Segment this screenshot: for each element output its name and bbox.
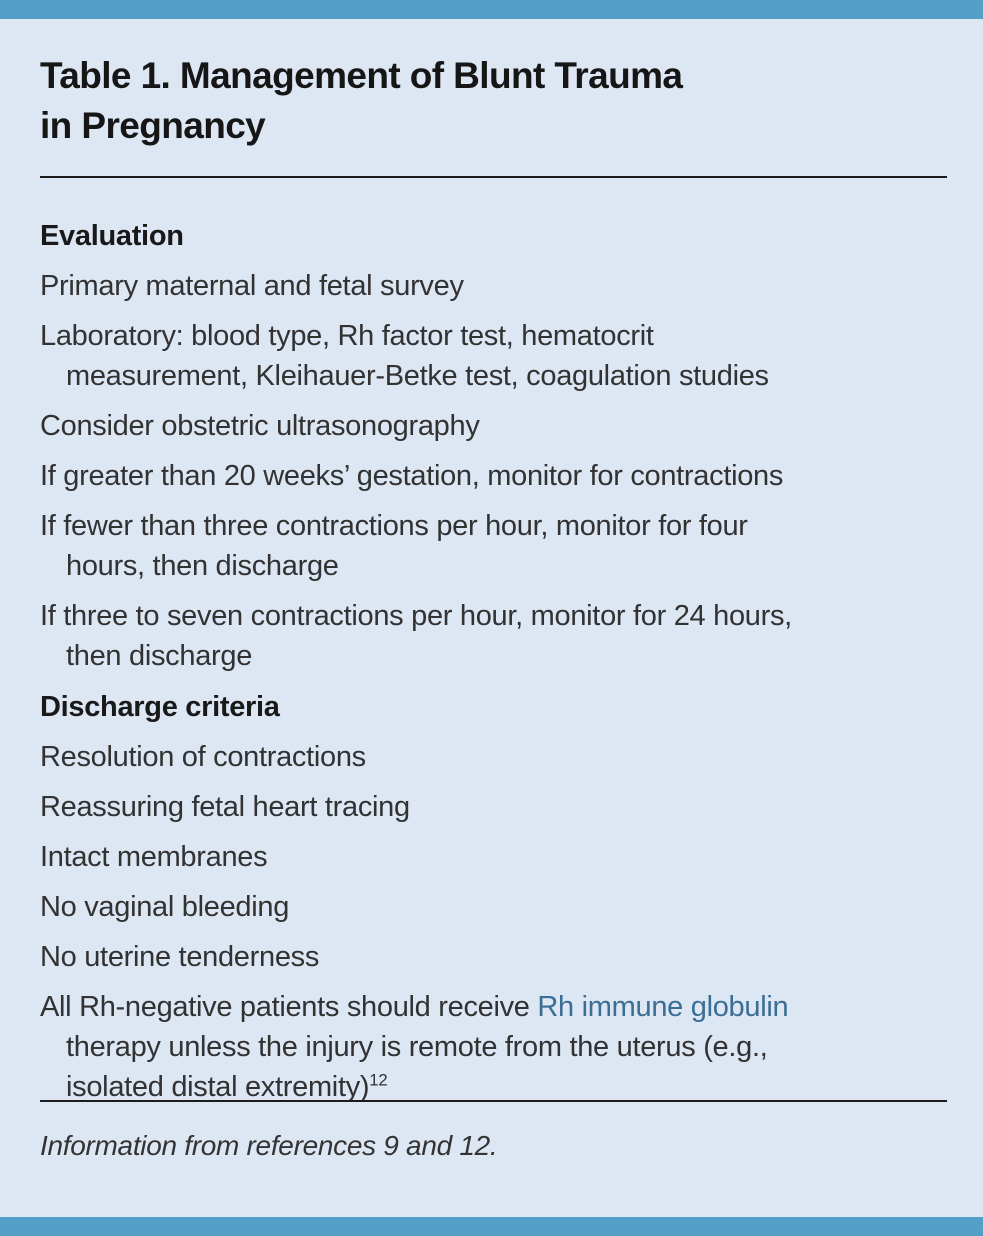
footnote-divider — [40, 1100, 947, 1102]
table-row: Primary maternal and fetal survey — [40, 269, 464, 302]
table-row: No uterine tenderness — [40, 940, 320, 973]
footnote-text: Information from references 9 and 12. — [40, 1130, 498, 1161]
section-heading-discharge-criteria: Discharge criteria — [40, 690, 280, 723]
table-title-line1: Table 1. Management of Blunt Trauma — [40, 55, 683, 96]
rh-row-text: All Rh-negative patients should receive — [40, 990, 538, 1023]
bottom-accent-bar — [0, 1217, 983, 1236]
top-accent-bar — [0, 0, 983, 19]
reference-superscript: 12 — [369, 1069, 388, 1089]
rh-row-text-end: isolated distal extremity) — [66, 1070, 370, 1103]
rh-immune-globulin-link[interactable]: Rh immune globulin — [537, 990, 789, 1023]
table-row-continuation: then discharge — [66, 639, 253, 672]
title-divider — [40, 176, 947, 178]
table-row: Laboratory: blood type, Rh factor test, hematocrit — [40, 319, 654, 352]
table-content — [40, 19, 947, 1107]
table-row-continuation: hours, then discharge — [66, 549, 339, 582]
table-footer — [40, 1100, 947, 1162]
table-row: Intact membranes — [40, 840, 268, 873]
table-row — [40, 987, 947, 1027]
table-row: If greater than 20 weeks’ gestation, monitor for contractions — [40, 459, 784, 492]
table-row: Reassuring fetal heart tracing — [40, 790, 410, 823]
table-row-continuation: therapy unless the injury is remote from the uterus (e.g., — [66, 1030, 768, 1063]
table-row: Consider obstetric ultrasonography — [40, 409, 480, 442]
table-rows — [40, 216, 947, 1107]
table-row: No vaginal bleeding — [40, 890, 290, 923]
table-row: Resolution of contractions — [40, 740, 366, 773]
table-title-line2: in Pregnancy — [40, 105, 266, 147]
table-title — [40, 51, 947, 152]
section-heading-evaluation: Evaluation — [40, 219, 184, 252]
table-row-continuation: measurement, Kleihauer-Betke test, coagulation studies — [66, 359, 769, 392]
table-row: If fewer than three contractions per hour, monitor for four — [40, 509, 748, 542]
table-row: If three to seven contractions per hour, monitor for 24 hours, — [40, 599, 792, 632]
